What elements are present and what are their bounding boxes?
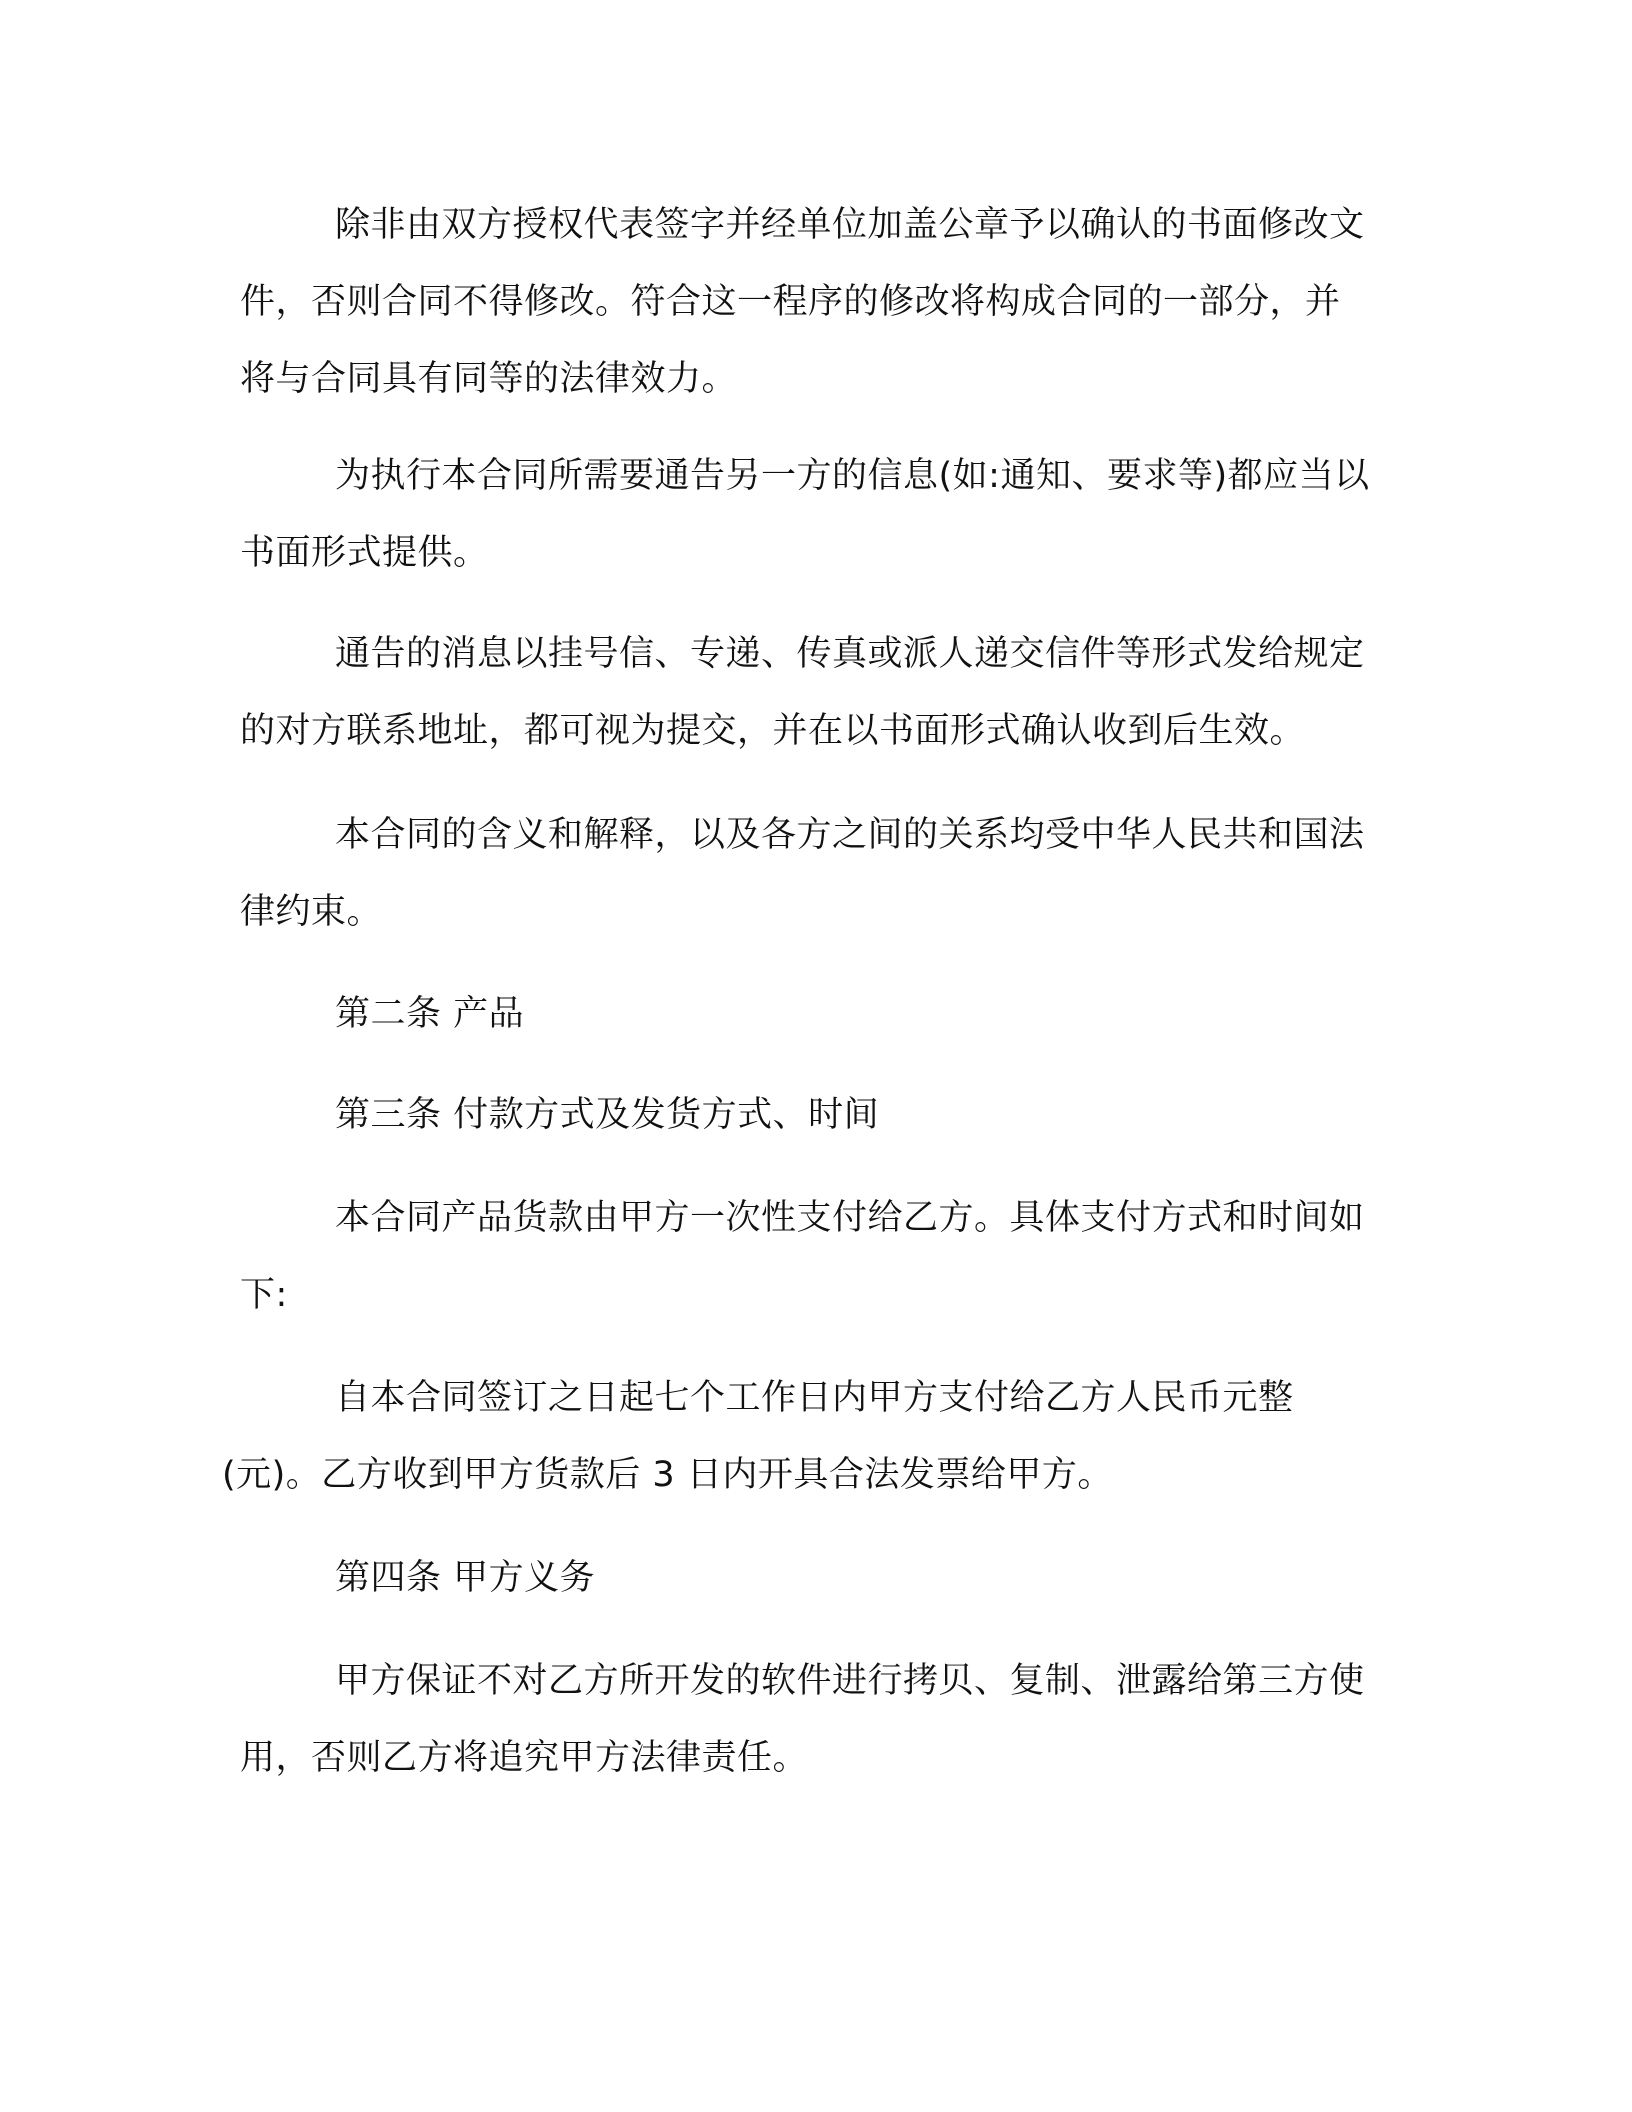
paragraph-payment-schedule: 自本合同签订之日起七个工作日内甲方支付给乙方人民币元整(元)。乙方收到甲方货款后 3 日内开具合法发票给甲方。 bbox=[222, 1378, 1294, 1495]
paragraph-amendments: 除非由双方授权代表签字并经单位加盖公章予以确认的书面修改文件，否则合同不得修改。符合这一程序的修改将构成合同的一部分，并将与合同具有同等的法律效力。 bbox=[240, 205, 1365, 399]
section-heading-article-2: 第二条 产品 bbox=[335, 994, 525, 1034]
section-heading-article-3: 第三条 付款方式及发货方式、时间 bbox=[335, 1095, 880, 1135]
paragraph-governing-law: 本合同的含义和解释，以及各方之间的关系均受中华人民共和国法律约束。 bbox=[240, 815, 1365, 932]
paragraph-party-a-obligation: 甲方保证不对乙方所开发的软件进行拷贝、复制、泄露给第三方使用，否则乙方将追究甲方法律责任。 bbox=[240, 1661, 1365, 1778]
section-heading-article-4: 第四条 甲方义务 bbox=[335, 1558, 596, 1598]
paragraph-notice-written-form: 为执行本合同所需要通告另一方的信息(如:通知、要求等)都应当以书面形式提供。 bbox=[240, 456, 1370, 573]
paragraph-notice-delivery: 通告的消息以挂号信、专递、传真或派人递交信件等形式发给规定的对方联系地址，都可视为提交，并在以书面形式确认收到后生效。 bbox=[240, 634, 1365, 751]
paragraph-payment-method: 本合同产品货款由甲方一次性支付给乙方。具体支付方式和时间如下: bbox=[240, 1198, 1365, 1315]
